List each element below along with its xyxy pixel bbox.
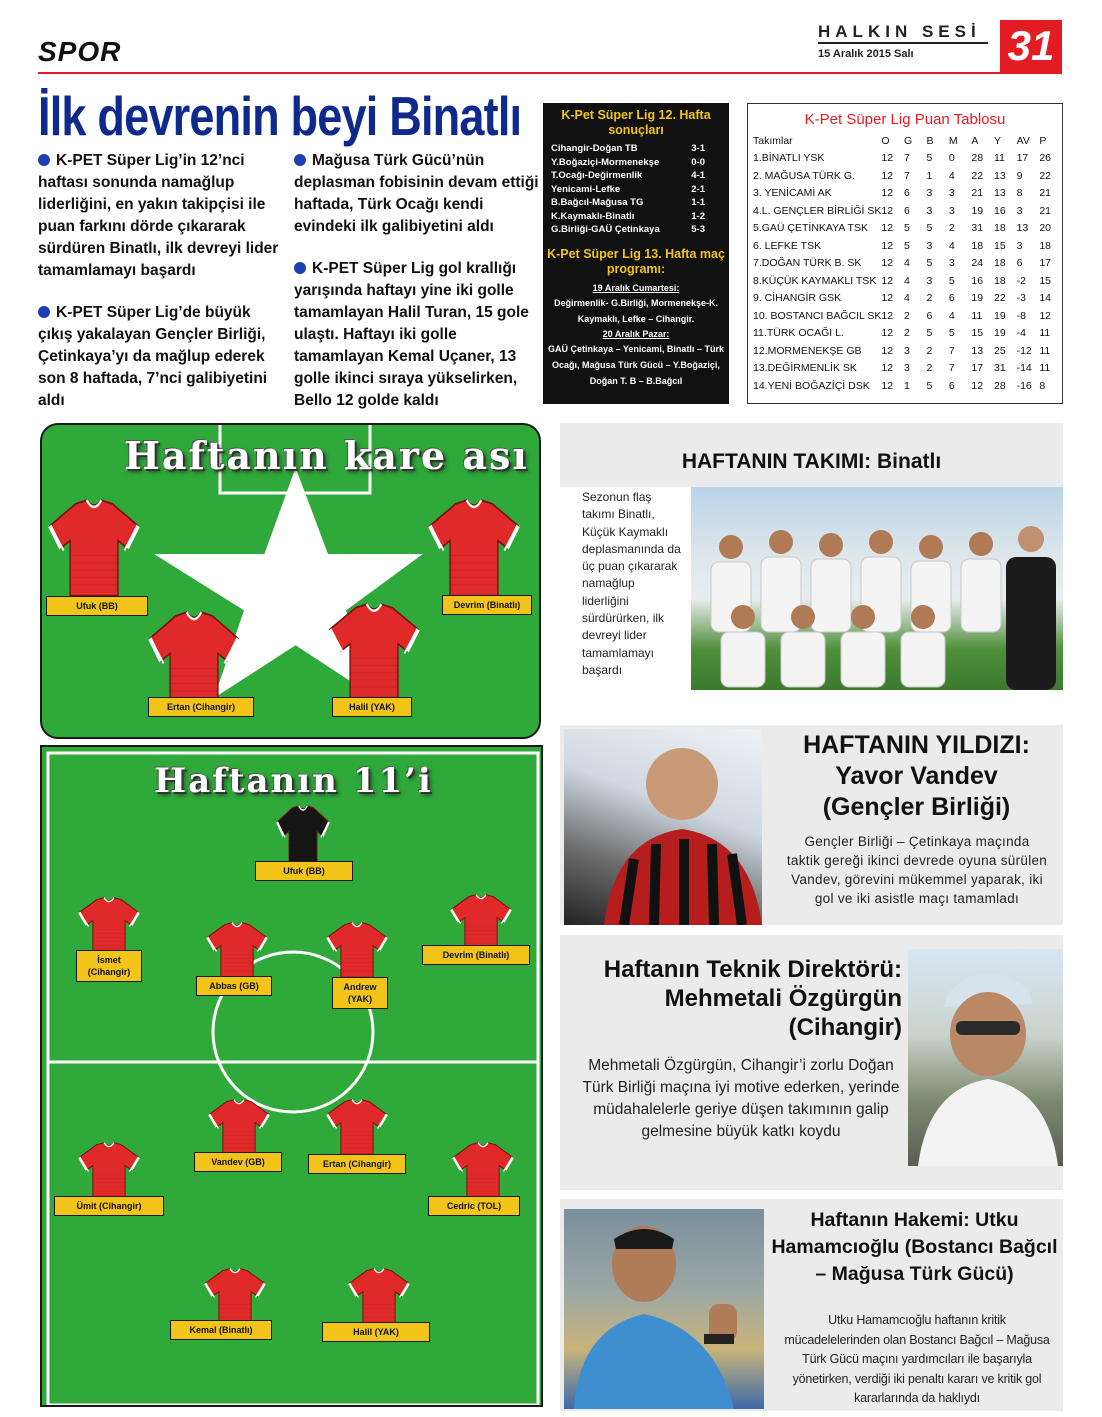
result-row: [543, 196, 729, 210]
stat-cell: 31: [994, 362, 1006, 375]
stat-cell: 13: [1016, 222, 1029, 235]
stat-cell: 3: [926, 187, 933, 200]
coach-panel: [560, 935, 1063, 1190]
shirt-icon: [450, 894, 512, 950]
shirt-icon: [206, 922, 268, 978]
stat-cell: 12: [881, 344, 894, 357]
stat-cell: 6: [903, 187, 910, 200]
bullet-icon: [38, 306, 50, 318]
result-match: Cihangir-Doğan TB: [551, 143, 638, 154]
stat-cell: 21: [971, 187, 984, 200]
stat-cell: 28: [971, 152, 984, 165]
stat-cell: 1: [903, 379, 910, 392]
standings-row: [753, 185, 1062, 203]
result-row: [543, 210, 729, 224]
stat-cell: 26: [1039, 152, 1051, 165]
stat-cell: -8: [1016, 309, 1026, 322]
stat-cell: 6: [948, 292, 955, 305]
stat-cell: 13: [971, 344, 984, 357]
stat-cell: A: [971, 134, 979, 147]
stat-cell: -4: [1016, 327, 1026, 340]
team-cell: 9. CİHANGİR GSK: [753, 292, 842, 305]
stat-cell: 15: [1039, 274, 1051, 287]
stat-cell: 3: [948, 257, 955, 270]
standings-row: [753, 255, 1062, 273]
results-title: K-Pet Süper Lig 12. Hafta sonuçları: [561, 108, 711, 137]
player-label: Cedric (TOL): [428, 1196, 520, 1216]
stat-cell: 2: [903, 327, 910, 340]
stat-cell: 5: [926, 379, 933, 392]
referee-photo-figure: [564, 1209, 764, 1409]
player-label: Devrim (Binatlı): [422, 945, 530, 965]
stat-cell: 12: [881, 362, 894, 375]
result-score: 2-1: [691, 183, 705, 195]
standings-row: [753, 202, 1062, 220]
stat-cell: 8: [1039, 379, 1046, 392]
stat-cell: 28: [994, 379, 1006, 392]
stat-cell: 12: [881, 274, 894, 287]
stat-cell: 7: [948, 344, 955, 357]
standings-title: K-Pet Süper Lig Puan Tablosu: [804, 111, 1006, 128]
stat-cell: 16: [971, 274, 984, 287]
stat-cell: 22: [971, 169, 984, 182]
standings-header-row: [753, 132, 1062, 150]
stat-cell: 2: [926, 344, 933, 357]
stat-cell: 22: [1039, 169, 1051, 182]
shirt-icon: [48, 499, 140, 597]
stat-cell: 5: [948, 274, 955, 287]
team-cell: 6. LEFKE TSK: [753, 239, 822, 252]
lead-column-right: [294, 150, 539, 412]
referee-text: Utku Hamamcıoğlu haftanın kritik mücadelelerinden olan Bostancı Bağcıl – Mağusa Türk Gücü maçını yardımcıları ile başarıyla yönetirken, verdiği iki penaltı kararı ve kritik gol kararlarında da haklıydı: [784, 1313, 1050, 1405]
player-label: İsmet (Cihangir): [76, 950, 142, 982]
stat-cell: -2: [1016, 274, 1026, 287]
stat-cell: M: [948, 134, 958, 147]
program-title: K-Pet Süper Lig 13. Hafta maç programı:: [547, 246, 725, 276]
stat-cell: 19: [971, 292, 984, 305]
result-score: 1-1: [691, 197, 705, 208]
stat-cell: 18: [994, 222, 1006, 235]
stat-cell: 15: [971, 327, 984, 340]
stat-cell: 3: [903, 362, 910, 375]
stat-cell: 19: [994, 327, 1006, 340]
stat-cell: 3: [1016, 239, 1023, 252]
stat-cell: 11: [971, 309, 983, 322]
stat-cell: 5: [926, 222, 933, 235]
player-label: Halil (YAK): [332, 697, 412, 717]
team-cell: 1.BİNATLI YSK: [753, 152, 825, 165]
stat-cell: 21: [1039, 187, 1051, 200]
stat-cell: 5: [903, 239, 910, 252]
player-label: Halil (YAK): [322, 1322, 430, 1342]
lead-bullet: K-PET Süper Lig’in 12’nci haftası sonunda namağlup liderliğini, en yakın takipçisi ile puan farkını dörde çıkararak sürdüren Binatlı, ilk devreyi lider tamamlamayı başardı: [38, 152, 279, 279]
stat-cell: 6: [926, 309, 933, 322]
result-match: K.Kaymaklı-Binatlı: [551, 210, 635, 222]
stat-cell: 11: [1039, 327, 1051, 340]
result-row: [543, 169, 729, 183]
stat-cell: 12: [881, 169, 894, 182]
stat-cell: 4: [903, 257, 910, 270]
shirt-icon: [78, 897, 140, 953]
stat-cell: 12: [881, 239, 894, 252]
standings-row: [753, 220, 1062, 238]
header-divider: [818, 42, 988, 44]
team-cell: 2. MAĞUSA TÜRK G.: [753, 169, 855, 182]
stat-cell: 5: [948, 327, 955, 340]
stat-cell: 4: [903, 292, 910, 305]
stat-cell: 11: [1039, 344, 1051, 357]
program-day1-label: 19 Aralık Cumartesi:: [592, 282, 680, 293]
result-score: 4-1: [691, 170, 705, 181]
stat-cell: 12: [881, 152, 894, 165]
team-cell: 7.DOĞAN TÜRK B. SK: [753, 257, 862, 270]
coach-text: Mehmetali Özgürgün, Cihangir’i zorlu Doğan Türk Birliği maçına iyi motive ederken, yerinde müdahalelerle geriye düşen takımının galip gelmesine büyük katkı koydu: [582, 1057, 900, 1140]
stat-cell: AV: [1016, 134, 1030, 147]
shirt-icon: [348, 1268, 410, 1324]
referee-photo: [564, 1209, 764, 1409]
standings-row: [753, 307, 1062, 325]
coach-title: Haftanın Teknik Direktörü: Mehmetali Özgürgün (Cihangir): [603, 956, 902, 1041]
standings-row: [753, 290, 1062, 308]
stat-cell: 12: [881, 187, 894, 200]
player-label: Ümit (Cihangir): [54, 1196, 164, 1216]
stat-cell: -12: [1016, 344, 1032, 357]
stat-cell: B: [926, 134, 934, 147]
lead-bullet: Mağusa Türk Gücü’nün deplasman fobisinin devam ettiği haftada, Türk Ocağı kendi evindeki ilk galibiyetini aldı: [294, 152, 539, 235]
lead-bullet: K-PET Süper Lig gol krallığı yarışında haftayı yine iki golle tamamlayan Halil Turan, 15 gole ulaştı. Haftayı iki golle tamamlayan Kemal Uçaner, 13 golle ikinci sıraya yükselirken, Bello 12 golde kaldı: [294, 260, 529, 409]
stat-cell: 16: [994, 204, 1006, 217]
result-match: G.Birliği-GAÜ Çetinkaya: [551, 224, 660, 235]
player-label: Kemal (Binatlı): [170, 1320, 272, 1340]
stat-cell: 12: [1039, 309, 1051, 322]
stat-cell: 17: [1039, 257, 1051, 270]
stat-cell: 8: [1016, 187, 1023, 200]
shirt-icon: [328, 603, 420, 699]
section-title: SPOR: [38, 36, 122, 67]
stat-cell: 1: [926, 169, 933, 182]
shirt-icon: [326, 922, 388, 978]
stat-cell: 22: [994, 292, 1006, 305]
stat-cell: 18: [971, 239, 984, 252]
result-score: 1-2: [691, 210, 705, 222]
stat-cell: 31: [971, 222, 984, 235]
shirt-icon: [78, 1142, 140, 1198]
stat-cell: 12: [971, 379, 984, 392]
program-day2-label: 20 Aralık Pazar:: [602, 328, 670, 339]
player-label: Vandev (GB): [194, 1152, 282, 1172]
bullet-icon: [294, 154, 306, 166]
team-panel: [560, 423, 1063, 716]
stat-cell: 17: [971, 362, 984, 375]
standings-row: [753, 237, 1062, 255]
player-label: Ufuk (BB): [46, 596, 148, 616]
stat-cell: 25: [994, 344, 1006, 357]
shirt-icon: [208, 1099, 270, 1155]
stat-cell: 18: [994, 257, 1006, 270]
stat-cell: 3: [1016, 204, 1023, 217]
referee-title: Haftanın Hakemi: Utku Hamamcıoğlu (Bostancı Bağcıl – Mağusa Türk Gücü): [771, 1209, 1058, 1285]
lead-bullet: K-PET Süper Lig’de büyük çıkış yakalayan Gençler Birliği, Çetinkaya’yı da mağlup ederek son 8 haftada, 7’nci galibiyetini aldı: [38, 304, 268, 409]
lead-column-left: [38, 150, 288, 412]
kare-asi-field: [40, 423, 541, 739]
team-photo-figures: [691, 487, 1063, 690]
stat-cell: 12: [881, 327, 894, 340]
standings-row: [753, 325, 1062, 343]
stat-cell: 5: [926, 152, 933, 165]
stat-cell: 2: [948, 222, 955, 235]
stat-cell: 2: [903, 309, 910, 322]
stat-cell: 13: [994, 187, 1006, 200]
stat-cell: 4: [948, 309, 955, 322]
stat-cell: 6: [1016, 257, 1023, 270]
on-bir-title: Haftanın 11’i: [154, 761, 433, 801]
coach-photo: [908, 949, 1063, 1166]
header-rule: [38, 72, 1062, 74]
program-day1-text: Değirmenlik- G.Birliği, Mormenekşe-K. Kaymaklı, Lefke – Cihangir.: [553, 297, 719, 324]
shirt-icon: [326, 1099, 388, 1155]
stat-cell: 3: [926, 204, 933, 217]
page-number: 31: [1000, 20, 1062, 72]
result-row: [543, 156, 729, 170]
stat-cell: 0: [948, 152, 955, 165]
player-label: Ertan (Cihangir): [148, 697, 254, 717]
star-photo-figure: [564, 729, 762, 925]
stat-cell: O: [881, 134, 890, 147]
stat-cell: 9: [1016, 169, 1023, 182]
team-cell: 11.TÜRK OCAĞI L.: [753, 327, 844, 340]
player-label: Ertan (Cihangir): [308, 1154, 406, 1174]
paper-name: HALKIN SESİ: [818, 22, 981, 41]
stat-cell: 18: [1039, 239, 1051, 252]
star-text: Gençler Birliği – Çetinkaya maçında taktik gereği ikinci devrede oyuna sürülen Vandev, görevini mükemmel yaparak, iki gol ve iki asistle maçı tamamladı: [786, 834, 1048, 906]
result-score: 3-1: [691, 143, 705, 154]
stat-cell: 12: [881, 379, 894, 392]
stat-cell: 17: [1016, 152, 1029, 165]
stat-cell: 12: [881, 257, 894, 270]
result-row: [543, 142, 729, 156]
stat-cell: 4: [903, 274, 910, 287]
team-cell: 8.KÜÇÜK KAYMAKLI TSK: [753, 274, 877, 287]
stat-cell: -16: [1016, 379, 1032, 392]
kare-asi-title: Haftanın kare ası: [124, 433, 529, 478]
standings-row: [753, 272, 1062, 290]
result-match: B.Bağcıl-Mağusa TG: [551, 197, 644, 208]
stat-cell: 14: [1039, 292, 1051, 305]
stat-cell: Y: [994, 134, 1002, 147]
result-match: Y.Boğaziçi-Mormenekşe: [551, 156, 660, 168]
team-text: Sezonun flaş takımı Binatlı, Küçük Kaymaklı deplasmanında da üç puan çıkararak namağlup liderliğini sürdürürken, ilk devreyi lider tamamlamayı başardı: [582, 490, 681, 677]
shirt-icon: [452, 1142, 514, 1198]
team-cell: 4.L. GENÇLER BİRLİĞİ SK: [753, 204, 882, 217]
stat-cell: 4: [948, 169, 955, 182]
stat-cell: 2: [926, 362, 933, 375]
stat-cell: 3: [926, 274, 933, 287]
stat-cell: 13: [994, 169, 1006, 182]
standings-row: [753, 167, 1062, 185]
stat-cell: 7: [903, 169, 910, 182]
stat-cell: 12: [881, 309, 894, 322]
stat-cell: 24: [971, 257, 984, 270]
shirt-icon: [428, 499, 520, 597]
star-panel: [560, 725, 1063, 925]
shirt-icon: [148, 611, 240, 711]
team-title: HAFTANIN TAKIMI: Binatlı: [681, 450, 942, 473]
bullet-icon: [294, 262, 306, 274]
program-day2-text: GAÜ Çetinkaya – Yenicami, Binatlı – Türk Ocağı, Mağusa Türk Gücü – Y.Boğaziçi, Doğan T. B – B.Bağcıl: [548, 343, 724, 386]
team-cell: 10. BOSTANCI BAĞCIL SK: [753, 309, 882, 322]
standings-row: [753, 360, 1062, 378]
standings-table: [753, 132, 1062, 395]
stat-cell: 19: [971, 204, 984, 217]
stat-cell: 3: [926, 239, 933, 252]
stat-cell: 6: [903, 204, 910, 217]
team-cell: 12.MORMENEKŞE GB: [753, 344, 862, 357]
stat-cell: 5: [926, 327, 933, 340]
coach-photo-figure: [908, 949, 1063, 1166]
shirt-icon: [204, 1268, 266, 1324]
results-list: [543, 142, 729, 237]
standings-row: [753, 342, 1062, 360]
team-photo: [691, 487, 1063, 690]
standings-box: [747, 103, 1063, 404]
result-score: 0-0: [691, 156, 705, 168]
stat-cell: 19: [994, 309, 1006, 322]
bullet-icon: [38, 154, 50, 166]
stat-cell: -14: [1016, 362, 1032, 375]
star-title: HAFTANIN YILDIZI: Yavor Vandev (Gençler Birliği): [803, 731, 1030, 821]
stat-cell: G: [903, 134, 913, 147]
player-label: Ufuk (BB): [255, 861, 353, 881]
stat-cell: -3: [1016, 292, 1026, 305]
stat-cell: 15: [994, 239, 1006, 252]
stat-cell: 6: [948, 379, 955, 392]
stat-cell: 7: [948, 362, 955, 375]
stat-cell: P: [1039, 134, 1047, 147]
team-cell: 13.DEĞİRMENLİK SK: [753, 362, 857, 375]
stat-cell: 7: [903, 152, 910, 165]
result-row: [543, 183, 729, 197]
stat-cell: 20: [1039, 222, 1051, 235]
stat-cell: 4: [948, 239, 955, 252]
results-box: [543, 103, 729, 404]
result-match: Yenicami-Lefke: [551, 183, 621, 195]
stat-cell: 21: [1039, 204, 1051, 217]
player-label: Andrew (YAK): [332, 977, 388, 1009]
stat-cell: 3: [948, 204, 955, 217]
team-cell: 5.GAÜ ÇETİNKAYA TSK: [753, 222, 868, 235]
stat-cell: 3: [948, 187, 955, 200]
player-label: Devrim (Binatlı): [442, 595, 532, 615]
stat-cell: 12: [881, 222, 894, 235]
team-cell: Takımlar: [753, 134, 793, 147]
goalkeeper-shirt-icon: [276, 805, 330, 867]
result-match: T.Ocağı-Değirmenlik: [551, 170, 643, 181]
result-score: 5-3: [691, 224, 705, 235]
stat-cell: 2: [926, 292, 933, 305]
player-label: Abbas (GB): [196, 976, 272, 996]
result-row: [543, 223, 729, 237]
team-cell: 14.YENİ BOĞAZİÇİ DSK: [753, 379, 870, 392]
stat-cell: 11: [994, 152, 1005, 165]
issue-date: 15 Aralık 2015 Salı: [818, 48, 914, 60]
stat-cell: 12: [881, 204, 894, 217]
stat-cell: 5: [926, 257, 933, 270]
on-bir-field: [40, 745, 543, 1407]
stat-cell: 18: [994, 274, 1006, 287]
team-cell: 3. YENİCAMİ AK: [753, 187, 832, 200]
stat-cell: 5: [903, 222, 910, 235]
star-photo: [564, 729, 762, 925]
standings-row: [753, 377, 1062, 395]
stat-cell: 12: [881, 292, 894, 305]
stat-cell: 11: [1039, 362, 1051, 375]
headline: İlk devrenin beyi Binatlı: [38, 85, 522, 147]
standings-row: [753, 150, 1062, 168]
stat-cell: 3: [903, 344, 910, 357]
referee-panel: [560, 1199, 1063, 1411]
